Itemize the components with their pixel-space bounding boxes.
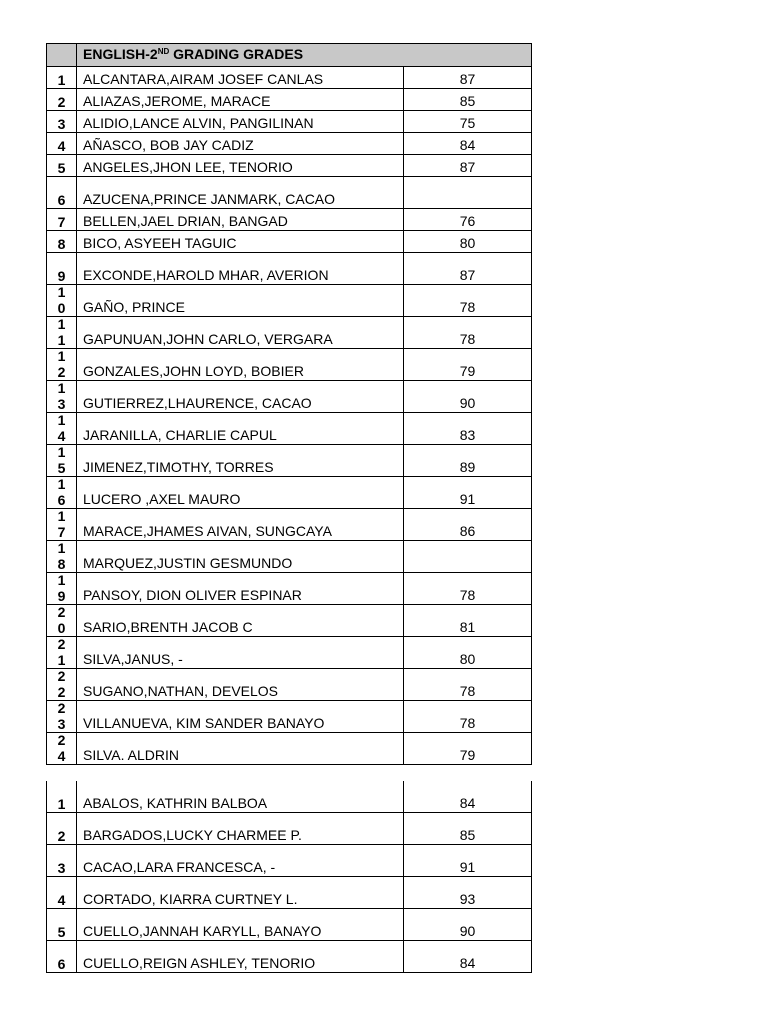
table-title: [77, 44, 404, 67]
student-grade: [404, 177, 532, 209]
student-grade: 78: [404, 317, 532, 349]
title-superscript: ND: [157, 46, 170, 56]
student-name: SILVA,JANUS, -: [77, 637, 404, 669]
student-name: GONZALES,JOHN LOYD, BOBIER: [77, 349, 404, 381]
table-row: [47, 605, 532, 637]
student-name: AÑASCO, BOB JAY CADIZ: [77, 133, 404, 155]
student-name: SUGANO,NATHAN, DEVELOS: [77, 669, 404, 701]
row-number: 13: [47, 381, 77, 413]
title-suffix: GRADING GRADES: [169, 45, 304, 62]
row-number: 6: [47, 941, 77, 973]
student-name: MARQUEZ,JUSTIN GESMUNDO: [77, 541, 404, 573]
student-name: ALIAZAS,JEROME, MARACE: [77, 89, 404, 111]
student-grade: 81: [404, 605, 532, 637]
table-row: [47, 133, 532, 155]
row-number: 7: [47, 209, 77, 231]
student-grade: 84: [404, 941, 532, 973]
row-number: 6: [47, 177, 77, 209]
table-row: [47, 573, 532, 605]
student-grade: 84: [404, 781, 532, 813]
student-grade: 79: [404, 733, 532, 765]
student-name: GUTIERREZ,LHAURENCE, CACAO: [77, 381, 404, 413]
table-row: [47, 477, 532, 509]
student-name: BARGADOS,LUCKY CHARMEE P.: [77, 813, 404, 845]
row-number: 4: [47, 877, 77, 909]
row-number: 17: [47, 509, 77, 541]
student-grade: 85: [404, 89, 532, 111]
row-number: 3: [47, 845, 77, 877]
grades-table-girls: [46, 781, 532, 973]
table-row: [47, 445, 532, 477]
student-grade: 80: [404, 637, 532, 669]
row-number: 8: [47, 231, 77, 253]
student-name: ANGELES,JHON LEE, TENORIO: [77, 155, 404, 177]
table-row: [47, 89, 532, 111]
student-grade: 78: [404, 701, 532, 733]
table-row: [47, 845, 532, 877]
table-row: [47, 637, 532, 669]
row-number: 10: [47, 285, 77, 317]
row-number: 16: [47, 477, 77, 509]
row-number: 21: [47, 637, 77, 669]
table-row: [47, 669, 532, 701]
table-row: [47, 349, 532, 381]
student-name: VILLANUEVA, KIM SANDER BANAYO: [77, 701, 404, 733]
student-grade: 87: [404, 67, 532, 89]
student-name: GAPUNUAN,JOHN CARLO, VERGARA: [77, 317, 404, 349]
table-row: [47, 317, 532, 349]
row-number: 12: [47, 349, 77, 381]
student-grade: 78: [404, 573, 532, 605]
row-number: 1: [47, 781, 77, 813]
student-grade: 93: [404, 877, 532, 909]
table-row: [47, 111, 532, 133]
student-grade: 76: [404, 209, 532, 231]
student-grade: 90: [404, 909, 532, 941]
student-name: AZUCENA,PRINCE JANMARK, CACAO: [77, 177, 404, 209]
student-name: CUELLO,REIGN ASHLEY, TENORIO: [77, 941, 404, 973]
row-number: 1: [47, 67, 77, 89]
student-grade: 87: [404, 253, 532, 285]
student-name: CUELLO,JANNAH KARYLL, BANAYO: [77, 909, 404, 941]
table-row: [47, 285, 532, 317]
student-grade: 85: [404, 813, 532, 845]
row-number: 3: [47, 111, 77, 133]
student-name: SARIO,BRENTH JACOB C: [77, 605, 404, 637]
table-header-row: [47, 44, 532, 67]
student-name: CORTADO, KIARRA CURTNEY L.: [77, 877, 404, 909]
student-name: BELLEN,JAEL DRIAN, BANGAD: [77, 209, 404, 231]
table-row: [47, 381, 532, 413]
row-number: 20: [47, 605, 77, 637]
student-grade: 79: [404, 349, 532, 381]
table-row: [47, 541, 532, 573]
header-num-cell: [47, 44, 77, 67]
table-row: [47, 941, 532, 973]
table-row: [47, 781, 532, 813]
header-grade-cell: [404, 44, 532, 67]
table-row: [47, 67, 532, 89]
table-row: [47, 177, 532, 209]
student-grade: 91: [404, 845, 532, 877]
table-row: [47, 155, 532, 177]
student-name: ABALOS, KATHRIN BALBOA: [77, 781, 404, 813]
row-number: 2: [47, 813, 77, 845]
table-row: [47, 813, 532, 845]
student-grade: [404, 541, 532, 573]
student-name: ALIDIO,LANCE ALVIN, PANGILINAN: [77, 111, 404, 133]
student-grade: 86: [404, 509, 532, 541]
student-grade: 87: [404, 155, 532, 177]
student-name: JIMENEZ,TIMOTHY, TORRES: [77, 445, 404, 477]
student-grade: 78: [404, 669, 532, 701]
table-row: [47, 509, 532, 541]
student-name: GAÑO, PRINCE: [77, 285, 404, 317]
row-number: 15: [47, 445, 77, 477]
student-name: BICO, ASYEEH TAGUIC: [77, 231, 404, 253]
student-grade: 84: [404, 133, 532, 155]
student-grade: 83: [404, 413, 532, 445]
student-name: MARACE,JHAMES AIVAN, SUNGCAYA: [77, 509, 404, 541]
row-number: 14: [47, 413, 77, 445]
row-number: 18: [47, 541, 77, 573]
row-number: 22: [47, 669, 77, 701]
student-name: SILVA. ALDRIN: [77, 733, 404, 765]
row-number: 4: [47, 133, 77, 155]
table-row: [47, 231, 532, 253]
table-row: [47, 413, 532, 445]
row-number: 2: [47, 89, 77, 111]
student-name: LUCERO ,AXEL MAURO: [77, 477, 404, 509]
student-name: CACAO,LARA FRANCESCA, -: [77, 845, 404, 877]
row-number: 5: [47, 155, 77, 177]
student-name: PANSOY, DION OLIVER ESPINAR: [77, 573, 404, 605]
table-row: [47, 701, 532, 733]
table-row: [47, 877, 532, 909]
row-number: 19: [47, 573, 77, 605]
row-number: 9: [47, 253, 77, 285]
student-name: EXCONDE,HAROLD MHAR, AVERION: [77, 253, 404, 285]
grades-table-boys: [46, 43, 532, 765]
student-name: JARANILLA, CHARLIE CAPUL: [77, 413, 404, 445]
student-grade: 89: [404, 445, 532, 477]
table-row: [47, 253, 532, 285]
student-name: ALCANTARA,AIRAM JOSEF CANLAS: [77, 67, 404, 89]
student-grade: 75: [404, 111, 532, 133]
student-grade: 80: [404, 231, 532, 253]
table-row: [47, 733, 532, 765]
title-prefix: ENGLISH-2: [83, 45, 158, 62]
table-row: [47, 209, 532, 231]
student-grade: 91: [404, 477, 532, 509]
row-number: 24: [47, 733, 77, 765]
row-number: 11: [47, 317, 77, 349]
table-row: [47, 909, 532, 941]
row-number: 23: [47, 701, 77, 733]
student-grade: 78: [404, 285, 532, 317]
student-grade: 90: [404, 381, 532, 413]
row-number: 5: [47, 909, 77, 941]
